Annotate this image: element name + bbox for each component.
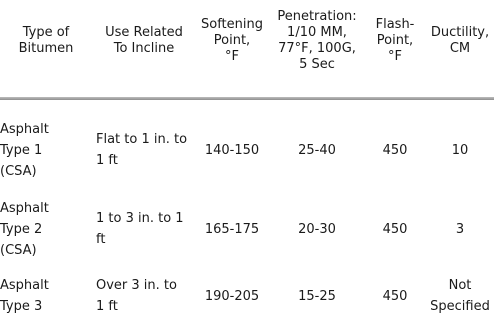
cell-type: Asphalt Type 1 (CSA) bbox=[0, 121, 49, 179]
header-type-of-bitumen: Type of Bitumen bbox=[18, 25, 74, 56]
table-header bbox=[0, 0, 496, 98]
cell-flash-point: 450 bbox=[382, 288, 408, 304]
header-ductility: Ductility, CM bbox=[430, 25, 490, 56]
cell-penetration: 20-30 bbox=[298, 221, 336, 237]
cell-penetration: 25-40 bbox=[298, 142, 336, 158]
header-penetration: Penetration: 1/10 MM, 77°F, 100G, 5 Sec bbox=[277, 9, 357, 72]
cell-ductility: 10 bbox=[451, 142, 469, 158]
cell-flash-point: 450 bbox=[382, 142, 408, 158]
table-row bbox=[0, 268, 496, 324]
header-divider bbox=[0, 97, 494, 100]
cell-softening-point: 165-175 bbox=[204, 221, 260, 237]
cell-ductility: Not Specified bbox=[430, 278, 490, 314]
header-use-related-to-incline: Use Related To Incline bbox=[105, 25, 183, 56]
cell-ductility: 3 bbox=[455, 221, 465, 237]
cell-use: Flat to 1 in. to 1 ft bbox=[96, 132, 188, 168]
cell-softening-point: 190-205 bbox=[204, 288, 260, 304]
cell-softening-point: 140-150 bbox=[204, 142, 260, 158]
cell-use: 1 to 3 in. to 1 ft bbox=[96, 211, 184, 247]
header-softening-point: Softening Point, °F bbox=[201, 17, 263, 64]
table-row bbox=[0, 190, 496, 268]
cell-type: Asphalt Type 3 bbox=[0, 278, 49, 314]
table-row bbox=[0, 110, 496, 190]
cell-type: Asphalt Type 2 (CSA) bbox=[0, 200, 49, 258]
cell-penetration: 15-25 bbox=[298, 288, 336, 304]
cell-use: Over 3 in. to 1 ft bbox=[96, 278, 177, 314]
header-flash-point: Flash- Point, °F bbox=[375, 17, 415, 64]
cell-flash-point: 450 bbox=[382, 221, 408, 237]
